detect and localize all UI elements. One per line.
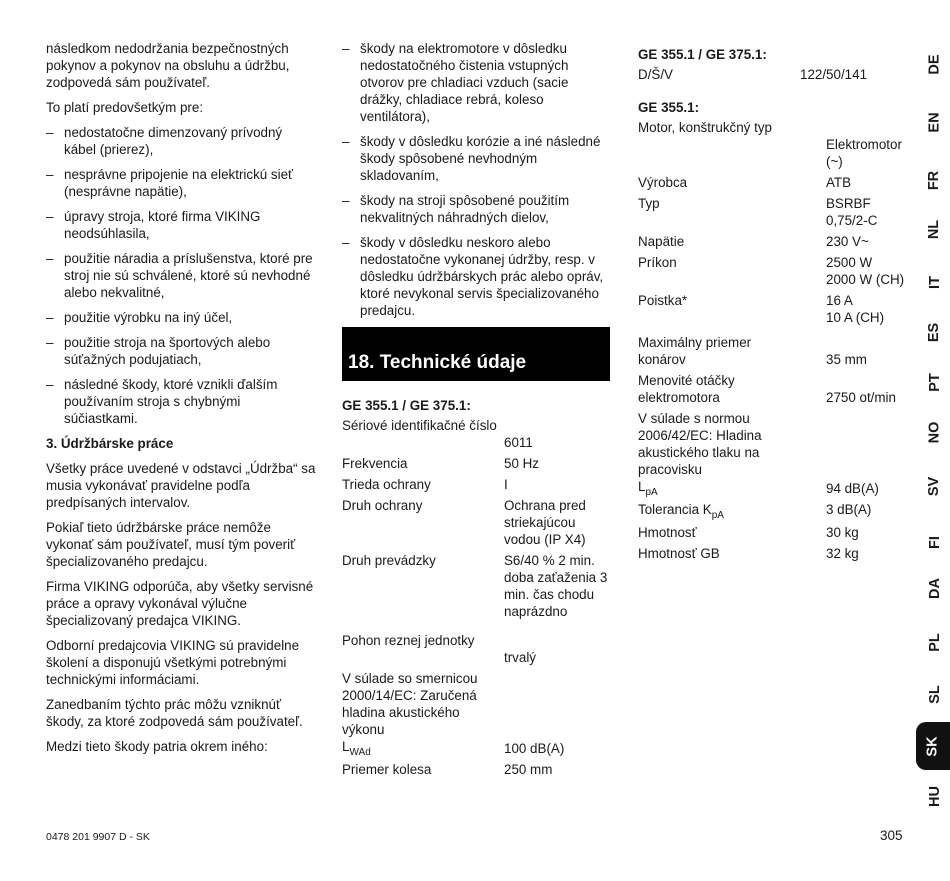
spec-value: 50 Hz bbox=[504, 456, 539, 471]
list-item: – nesprávne pripojenie na elektrickú sieť (nesprávne napätie), bbox=[46, 166, 316, 200]
spec-row bbox=[638, 410, 910, 501]
paragraph: Pokiaľ tieto údržbárske práce nemôže vykonať sám používateľ, musí tým poveriť špecializovaného predajcu. bbox=[46, 520, 296, 569]
spec-label: Tolerancia $K_{pA}$ bbox=[638, 502, 724, 521]
spec-row bbox=[342, 417, 610, 455]
tab-da[interactable]: DA bbox=[926, 577, 943, 599]
spec-table-dimensions bbox=[638, 66, 910, 87]
paragraph: Zanedbaním týchto prác môžu vzniknúť škody, za ktoré zodpovedá sám používateľ. bbox=[46, 697, 303, 729]
spec-value: 6011 bbox=[504, 435, 533, 450]
symbol-subscript: WAd bbox=[349, 747, 371, 758]
tab-es[interactable]: ES bbox=[926, 322, 943, 342]
spec-value: S6/40 % 2 min. doba zaťaženia 3 min. čas chodu naprázdno bbox=[504, 553, 608, 619]
spec-row bbox=[342, 632, 610, 670]
spec-label: D/Š/V bbox=[638, 67, 673, 82]
list-item: – škody v dôsledku neskoro alebo nedostatočne vykonanej údržby, resp. v dôsledku údržbárskych prác alebo opráv, ktoré nevykonal servis špecializovaného predajcu. bbox=[342, 234, 610, 319]
spec-label: Frekvencia bbox=[342, 456, 408, 471]
list-item: – úpravy stroja, ktoré firma VIKING neodsúhlasila, bbox=[46, 208, 316, 242]
spec-row bbox=[638, 292, 910, 334]
spec-value: 2750 ot/min bbox=[826, 390, 896, 405]
tab-hu[interactable]: HU bbox=[926, 785, 943, 807]
intro-paragraph: následkom nedodržania bezpečnostných pokynov a pokynov na obsluhu a údržbu, zodpovedá sám používateľ. bbox=[46, 41, 290, 90]
tab-sv[interactable]: SV bbox=[926, 476, 943, 496]
paragraph: Odborní predajcovia VIKING sú pravidelne školení a disponujú všetkými potrebnými technickými informáciami. bbox=[46, 638, 300, 687]
paragraph: Medzi tieto škody patria okrem iného: bbox=[46, 739, 268, 754]
spec-row bbox=[342, 455, 610, 476]
spec-row bbox=[638, 372, 910, 410]
list-item: – škody na stroji spôsobené použitím nekvalitných náhradných dielov, bbox=[342, 192, 610, 226]
spec-value: 100 dB(A) bbox=[504, 741, 565, 756]
list-item: – použitie stroja na športových alebo súťažných podujatiach, bbox=[46, 334, 316, 368]
tab-de[interactable]: DE bbox=[926, 53, 943, 75]
spec-value: 3 dB(A) bbox=[826, 502, 872, 517]
spec-value: 94 dB(A) bbox=[826, 481, 879, 496]
spec-label: V súlade s normou 2006/42/EC: Hladina akustického tlaku na pracovisku $L_{pA}$ bbox=[638, 411, 762, 498]
section-title: 18. Technické údaje bbox=[342, 327, 610, 381]
lead-paragraph: To platí predovšetkým pre: bbox=[46, 100, 204, 115]
spec-row bbox=[342, 497, 610, 552]
column-middle bbox=[342, 40, 610, 782]
spec-row bbox=[638, 174, 910, 195]
list-item: – následné škody, ktoré vznikli ďalším používaním stroja s chybnými súčiastkami. bbox=[46, 376, 316, 427]
spec-label: Menovité otáčky elektromotora bbox=[638, 373, 735, 405]
spec-value: 35 mm bbox=[826, 352, 867, 367]
tab-fr[interactable]: FR bbox=[926, 170, 943, 190]
spec-row bbox=[638, 195, 910, 233]
symbol: L bbox=[342, 739, 350, 754]
spec-label: Trieda ochrany bbox=[342, 477, 431, 492]
spec-row bbox=[342, 476, 610, 497]
tab-pl[interactable]: PL bbox=[926, 632, 943, 652]
tab-it[interactable]: IT bbox=[926, 275, 943, 289]
spec-row bbox=[638, 66, 910, 87]
spec-row bbox=[638, 119, 910, 174]
spec-value: 30 kg bbox=[826, 525, 859, 540]
tab-nl[interactable]: NL bbox=[926, 219, 943, 239]
damage-list bbox=[342, 40, 610, 319]
page-number: 305 bbox=[880, 828, 903, 843]
spec-row bbox=[638, 501, 910, 524]
paragraph: Všetky práce uvedené v odstavci „Údržba“ sa musia vykonávať pravidelne podľa predpísaných intervalov. bbox=[46, 461, 316, 510]
spec-label: Napätie bbox=[638, 234, 685, 249]
tab-no[interactable]: NO bbox=[926, 421, 943, 443]
tab-pt[interactable]: PT bbox=[926, 372, 943, 392]
spec-row bbox=[638, 334, 910, 372]
tab-sl[interactable]: SL bbox=[926, 684, 943, 704]
spec-label: Druh ochrany bbox=[342, 498, 423, 513]
liability-list bbox=[46, 124, 316, 427]
spec-row bbox=[342, 552, 610, 632]
spec-group-title: GE 355.1 / GE 375.1: bbox=[638, 47, 767, 62]
list-item: – nedostatočne dimenzovaný prívodný kábel (prierez), bbox=[46, 124, 316, 158]
spec-label: Typ bbox=[638, 196, 660, 211]
spec-row bbox=[342, 761, 610, 782]
spec-value: BSRBF 0,75/2-C bbox=[826, 196, 878, 228]
spec-value: 250 mm bbox=[504, 762, 553, 777]
spec-label: Poistka* bbox=[638, 293, 688, 308]
spec-group-title: GE 355.1: bbox=[638, 100, 700, 115]
tab-sk[interactable]: SK bbox=[916, 722, 950, 770]
symbol-subscript: pA bbox=[711, 510, 724, 521]
spec-value: I bbox=[504, 477, 508, 492]
symbol: L bbox=[638, 479, 646, 494]
tab-en[interactable]: EN bbox=[926, 111, 943, 133]
spec-value: 32 kg bbox=[826, 546, 859, 561]
column-left bbox=[46, 40, 316, 763]
spec-table-motor bbox=[638, 119, 910, 566]
spec-label: Motor, konštrukčný typ bbox=[638, 120, 772, 135]
spec-label: Priemer kolesa bbox=[342, 762, 432, 777]
spec-value: Elektromotor (~) bbox=[826, 137, 902, 169]
spec-label: Maximálny priemer konárov bbox=[638, 335, 752, 367]
spec-label: Hmotnosť bbox=[638, 525, 697, 540]
document-code: 0478 201 9907 D - SK bbox=[46, 831, 150, 843]
spec-row bbox=[638, 545, 910, 566]
spec-row bbox=[638, 233, 910, 254]
spec-value: trvalý bbox=[504, 650, 536, 665]
spec-label: Pohon reznej jednotky bbox=[342, 633, 475, 648]
spec-value: 2500 W 2000 W (CH) bbox=[826, 255, 905, 287]
spec-label: Hmotnosť GB bbox=[638, 546, 720, 561]
spec-label: Príkon bbox=[638, 255, 677, 270]
maintenance-heading: 3. Údržbárske práce bbox=[46, 436, 174, 451]
spec-label: Sériové identifikačné číslo bbox=[342, 418, 497, 433]
list-item: – použitie výrobku na iný účel, bbox=[46, 309, 316, 326]
spec-label: Výrobca bbox=[638, 175, 688, 190]
spec-row bbox=[638, 524, 910, 545]
spec-group-title: GE 355.1 / GE 375.1: bbox=[342, 398, 471, 413]
list-item: – škody v dôsledku korózie a iné následné škody spôsobené nevhodným skladovaním, bbox=[342, 133, 610, 184]
column-right bbox=[638, 40, 910, 566]
list-item: – škody na elektromotore v dôsledku nedostatočného čistenia vstupných otvorov pre chladiaci vzduch (sacie drážky, chladiace rebrá, koleso ventilátora), bbox=[342, 40, 610, 125]
spec-row bbox=[638, 254, 910, 292]
spec-value: 230 V~ bbox=[826, 234, 869, 249]
symbol-subscript: pA bbox=[645, 487, 658, 498]
spec-value: 122/50/141 bbox=[800, 67, 868, 82]
paragraph: Firma VIKING odporúča, aby všetky servisné práce a opravy vykonával výlučne špecializovaný predajca VIKING. bbox=[46, 579, 314, 628]
spec-value: ATB bbox=[826, 175, 852, 190]
spec-label: V súlade so smernicou 2000/14/EC: Zaručená hladina akustického výkonu $L_{WAd}$ bbox=[342, 671, 478, 758]
tab-fi[interactable]: FI bbox=[926, 535, 943, 549]
spec-table bbox=[342, 417, 610, 782]
list-item: – použitie náradia a príslušenstva, ktoré pre stroj nie sú schválené, ktoré sú nevhodné alebo nekvalitné, bbox=[46, 250, 316, 301]
spec-value: 16 A 10 A (CH) bbox=[826, 293, 885, 325]
spec-row bbox=[342, 670, 610, 761]
spec-value: Ochrana pred striekajúcou vodou (IP X4) bbox=[504, 498, 586, 547]
spec-label: Druh prevádzky bbox=[342, 553, 436, 568]
